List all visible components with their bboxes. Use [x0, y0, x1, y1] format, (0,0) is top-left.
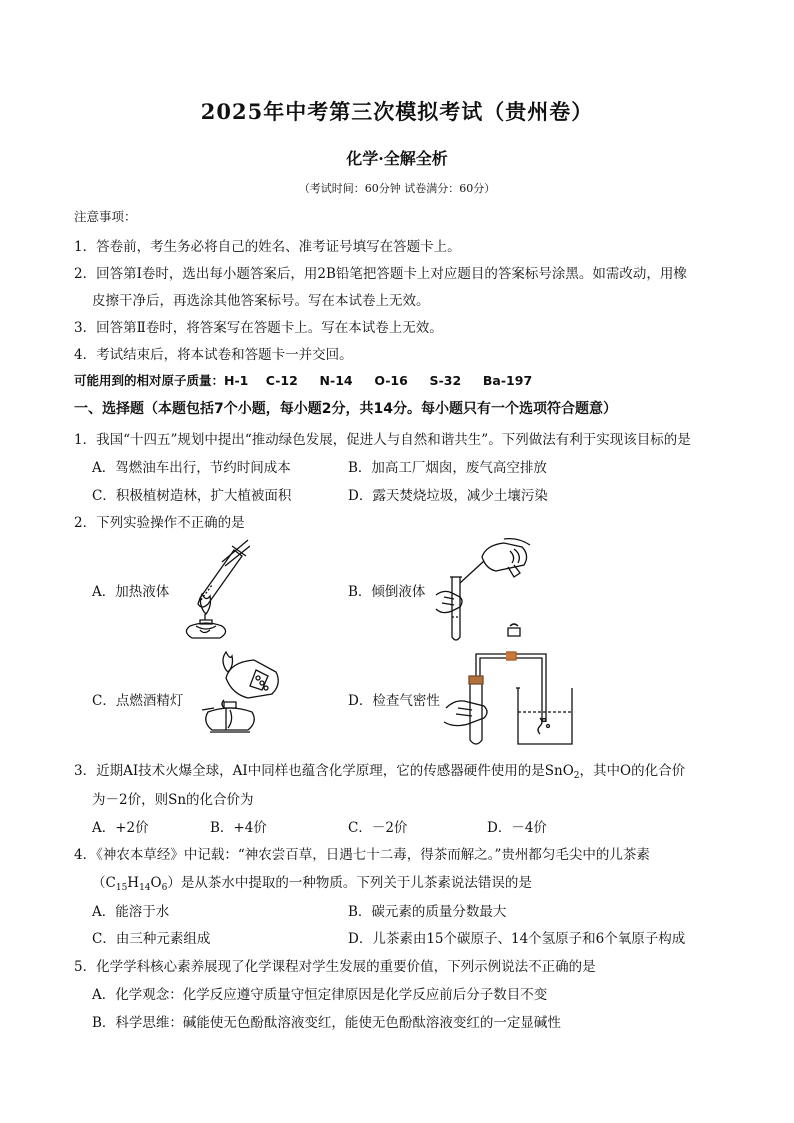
question-1-option-b: B．加高工厂烟囱，废气高空排放: [348, 460, 547, 476]
formula-open: （C: [92, 875, 116, 891]
question-4-option-d: D．儿茶素由15个碳原子、14个氢原子和6个氧原子构成: [348, 931, 686, 947]
exam-info: （考试时间：60分钟 试卷满分：60分）: [298, 182, 496, 195]
question-2-option-a: A．加热液体: [92, 584, 170, 600]
page-subtitle: 化学·全解全析: [346, 149, 448, 168]
notice-item-2: 2．回答第Ⅰ卷时，选出每小题答案后，用2B铅笔把答题卡上对应题目的答案标号涂黑。如需改动，用橡: [74, 266, 687, 282]
formula-c-count: 15: [115, 883, 128, 893]
question-3-option-c: C．－2价: [348, 820, 408, 836]
airtightness-check-figure: [440, 622, 580, 748]
question-2-option-c: C．点燃酒精灯: [92, 693, 184, 709]
sno2-subscript: 2: [573, 771, 580, 781]
formula-close: ）: [167, 875, 181, 891]
question-3-option-a: A．+2价: [92, 820, 149, 836]
section-heading: 一、选择题（本题包括7个小题，每小题2分，共14分。每小题只有一个选项符合题意）: [74, 401, 617, 417]
question-4-stem-2: [92, 871, 532, 893]
question-4-option-a: A．能溶于水: [92, 904, 170, 920]
notice-item-1: 1．答卷前，考生务必将自己的姓名、准考证号填写在答题卡上。: [74, 239, 461, 255]
question-1-option-a: A．驾燃油车出行，节约时间成本: [92, 460, 291, 476]
question-1-option-c: C．积极植树造林，扩大植被面积: [92, 488, 292, 504]
notice-heading: 注意事项：: [74, 209, 137, 224]
question-3-option-d: D．－4价: [487, 820, 547, 836]
question-5-option-b: B．科学思维：碱能使无色酚酞溶液变红，能使无色酚酞溶液变红的一定显碱性: [92, 1015, 561, 1031]
formula-h-count: 14: [139, 883, 151, 893]
question-2-option-b: B．倾倒液体: [348, 584, 426, 600]
question-4-stem: 4．《神农本草经》中记载：“神农尝百草，日遇七十二毒，得茶而解之。”贵州都匀毛尖中的儿茶素: [74, 847, 650, 863]
sno2-main: SnO: [544, 763, 574, 779]
question-3-stem-pre: 3．近期AI技术火爆全球，AI中同样也蕴含化学原理，它的传感器硬件使用的是: [74, 763, 545, 779]
question-3-option-b: B．+4价: [210, 820, 267, 836]
formula-o-count: 6: [161, 883, 168, 893]
question-2-stem: 2．下列实验操作不正确的是: [74, 515, 245, 531]
question-2-option-d: D．检查气密性: [348, 693, 440, 709]
notice-item-3: 3．回答第Ⅱ卷时，将答案写在答题卡上。写在本试卷上无效。: [74, 320, 443, 336]
lighting-lamp-figure: [196, 650, 286, 744]
notice-item-4: 4．考试结束后，将本试卷和答题卡一并交回。: [74, 347, 353, 363]
question-3-stem: [74, 759, 685, 781]
question-3-stem-post: ，其中O的化合价: [579, 763, 686, 779]
page-title: 2025年中考第三次模拟考试（贵州卷）: [200, 99, 594, 124]
question-5-stem: 5．化学学科核心素养展现了化学课程对学生发展的重要价值，下列示例说法不正确的是: [74, 959, 596, 975]
question-3-stem-2: 为－2价，则Sn的化合价为: [92, 792, 254, 808]
notice-item-2-cont: 皮擦干净后，再选涂其他答案标号。写在本试卷上无效。: [92, 293, 430, 309]
formula-h: H: [127, 875, 140, 891]
catechin-formula: [92, 875, 181, 891]
atomic-mass-line: 可能用到的相对原子质量：H-1 C-12 N-14 O-16 S-32 Ba-197: [74, 373, 533, 388]
question-1-stem: 1．我国“十四五”规划中提出“推动绿色发展，促进人与自然和谐共生”。下列做法有利于实现该目标的是: [74, 432, 691, 448]
sno2-formula: [545, 763, 580, 779]
question-1-option-d: D．露天焚烧垃圾，减少土壤污染: [348, 488, 548, 504]
question-5-option-a: A．化学观念：化学反应遵守质量守恒定律原因是化学反应前后分子数目不变: [92, 987, 548, 1003]
formula-o: O: [150, 875, 162, 891]
question-4-stem-2-text: 是从茶水中提取的一种物质。下列关于儿茶素说法错误的是: [180, 875, 532, 891]
heating-liquid-figure: [160, 536, 250, 640]
question-4-option-b: B．碳元素的质量分数最大: [348, 904, 507, 920]
question-4-option-c: C．由三种元素组成: [92, 931, 211, 947]
